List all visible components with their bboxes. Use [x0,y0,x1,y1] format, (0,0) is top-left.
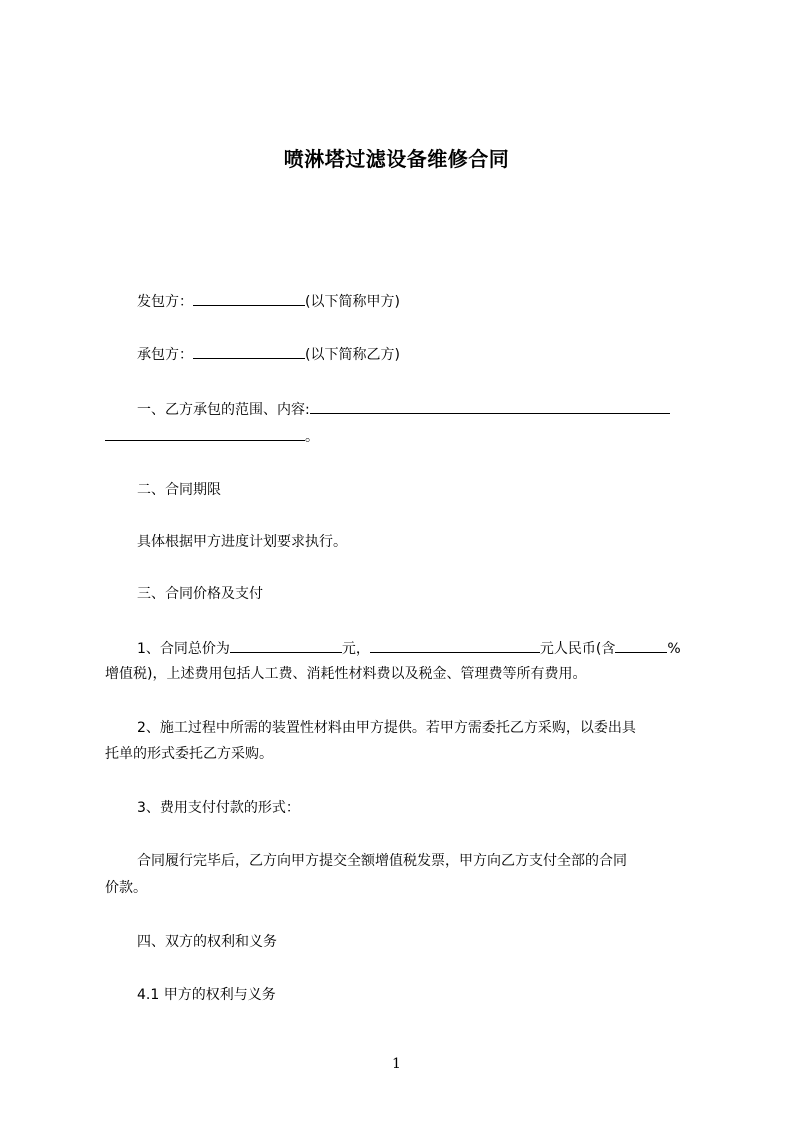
item1-rmb-blank [370,638,540,653]
section3-item1-line1 [137,638,681,659]
section3-item2-line1: 2、施工过程中所需的装置性材料由甲方提供。若甲方需委托乙方采购，以委出具 [137,720,636,736]
section3-item1-line2: 增值税)，上述费用包括人工费、消耗性材料费以及税金、管理费等所有费用。 [105,666,587,682]
section1-line-2 [105,426,319,447]
section3-item3: 3、费用支付付款的形式： [137,800,300,816]
section1-label: 一、乙方承包的范围、内容: [137,402,310,418]
item1-percent: % [667,641,681,657]
item1-tax-blank [615,638,667,653]
section3-item2-line2: 托单的形式委托乙方采购。 [105,746,273,762]
document-title: 喷淋塔过滤设备维修合同 [283,147,510,171]
party-b-blank [193,344,305,359]
section1-end: 。 [305,429,319,445]
party-a-blank [193,291,305,306]
section3-heading: 三、合同价格及支付 [137,586,263,602]
section2-heading: 二、合同期限 [137,482,221,498]
section1-blank-1 [310,399,670,414]
item1-total-blank [230,638,342,653]
section4-heading: 四、双方的权利和义务 [137,934,277,950]
section1-line [137,399,670,420]
party-b-line [137,344,400,365]
section4-sub1: 4.1 甲方的权利与义务 [137,987,276,1003]
party-a-line [137,291,400,312]
party-b-label: 承包方： [137,347,193,363]
payment-line2: 价款。 [105,880,147,896]
payment-line1: 合同履行完毕后，乙方向甲方提交全额增值税发票，甲方向乙方支付全部的合同 [137,853,627,869]
section1-blank-2 [105,426,305,441]
item1-rmb-label: 元人民币(含 [539,641,616,657]
party-a-label: 发包方： [137,294,193,310]
party-a-suffix: (以下简称甲方) [305,294,400,310]
party-b-suffix: (以下简称乙方) [305,347,400,363]
page-number: 1 [392,1056,401,1072]
section2-body: 具体根据甲方进度计划要求执行。 [137,534,347,550]
item1-yuan: 元， [341,641,370,657]
item1-total-label: 1、合同总价为 [137,641,230,657]
